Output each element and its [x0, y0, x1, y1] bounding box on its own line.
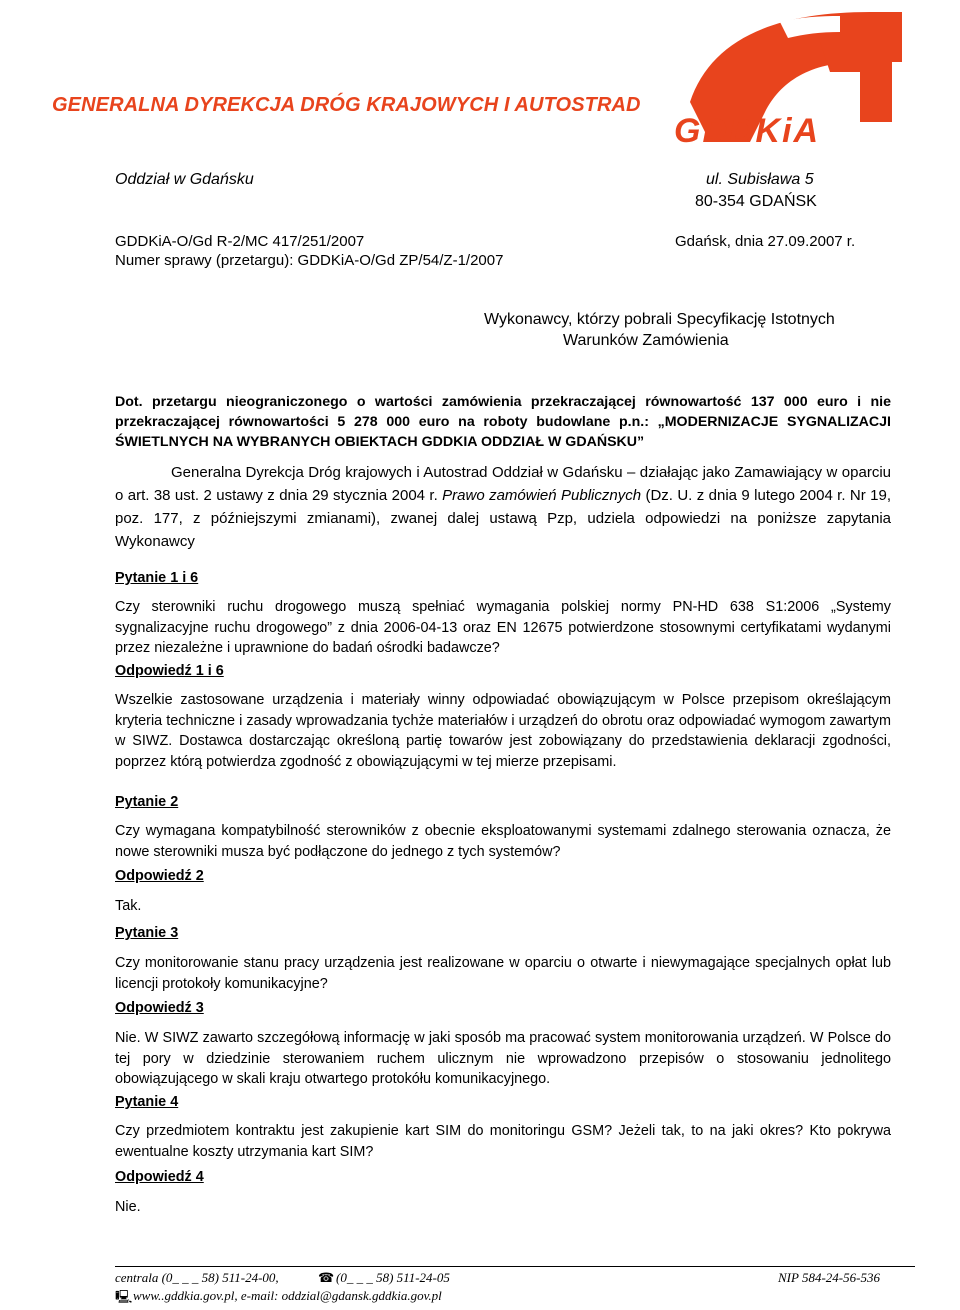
question-1-text: Czy sterowniki ruchu drogowego muszą spełniać wymagania polskiej normy PN-HD 638 S1:2006 „Systemy sygnalizacyjne ruchu drogowego” z dnia 2006-04-13 oraz EN 12675 potwierdzone stosownymi certyfikatami wydanymi przez niezależne i uprawnione do badań ośrodki badawcze?	[115, 599, 891, 656]
footer-nip: NIP 584-24-56-536	[778, 1270, 880, 1285]
address-street: ul. Subisława 5	[706, 171, 814, 188]
phone-icon: ☎	[318, 1270, 335, 1285]
branch-name: Oddział w Gdańsku	[115, 171, 254, 188]
logo-wordmark: GDDKiA	[674, 112, 821, 150]
answer-4-heading: Odpowiedź 4	[115, 1169, 204, 1185]
reference-number: GDDKiA-O/Gd R-2/MC 417/251/2007	[115, 233, 365, 250]
footer-phone: centrala (0_ _ _ 58) 511-24-00,	[115, 1270, 279, 1285]
intro-paragraph	[115, 461, 891, 553]
question-2-text: Czy wymagana kompatybilność sterowników z obecnie eksploatowanymi systemami zdalnego sterowania oznacza, że nowe sterowniki musza być podłączone do jednego z tych systemów?	[115, 823, 891, 860]
intro-part-1: Generalna Dyrekcja Dróg krajowych i Autostrad Oddział w Gdańsku – działając jako Zamawiający w oparciu o art. 38 ust. 2 ustawy z dnia 29 stycznia 2004 r.	[115, 464, 891, 504]
answer-1-text: Wszelkie zastosowane urządzenia i materiały winny odpowiadać obowiązującym w Polsce przepisom określającym kryteria techniczne i zasady wprowadzania tychże materiałów i urządzeń do obrotu oraz odpowiadać wymogom zawartym w SIWZ. Dostawca dostarczając określoną partię towarów jest zobowiązany do przedstawienia deklaracji zgodności, poprzez którą potwierdza zgodność z obowiązującymi w tej mierze przepisami.	[115, 692, 891, 770]
recipient-line-1: Wykonawcy, którzy pobrali Specyfikację Istotnych	[484, 311, 835, 328]
question-4-text: Czy przedmiotem kontraktu jest zakupienie kart SIM do monitoringu GSM? Jeżeli tak, to na jaki okres? Kto pokrywa ewentualne koszty utrzymania kart SIM?	[115, 1123, 891, 1160]
question-1-heading: Pytanie 1 i 6	[115, 570, 199, 586]
letter-date: Gdańsk, dnia 27.09.2007 r.	[675, 233, 856, 250]
question-4-heading: Pytanie 4	[115, 1094, 179, 1110]
organization-title: GENERALNA DYREKCJA DRÓG KRAJOWYCH I AUTOSTRAD	[52, 94, 641, 116]
footer-web: www..gddkia.gov.pl, e-mail: oddzial@gdansk.gddkia.gov.pl	[133, 1288, 442, 1303]
question-2-heading: Pytanie 2	[115, 794, 179, 810]
recipient-line-2: Warunków Zamówienia	[563, 332, 729, 349]
computer-icon: 🖳	[115, 1289, 133, 1304]
answer-4-text: Nie.	[115, 1199, 141, 1215]
answer-1-heading: Odpowiedź 1 i 6	[115, 663, 224, 679]
law-name: Prawo zamówień Publicznych	[442, 487, 642, 504]
subject: Dot. przetargu nieograniczonego o wartości zamówienia przekraczającej równowartość 137 000 euro i nie przekraczającej równowartości 5 278 000 euro na roboty budowlane p.n.: „MODERNIZACJE SYGNALIZACJI ŚWIETLNYCH NA WYBRANYCH OBIEKTACH GDDKIA ODDZIAŁ W GDAŃSKU”	[115, 394, 891, 450]
footer-fax: (0_ _ _ 58) 511-24-05	[336, 1270, 450, 1285]
case-number: Numer sprawy (przetargu): GDDKiA-O/Gd ZP/54/Z-1/2007	[115, 252, 504, 269]
answer-2-text: Tak.	[115, 898, 142, 914]
footer-divider	[115, 1266, 915, 1267]
answer-2-heading: Odpowiedź 2	[115, 868, 204, 884]
answer-3-text: Nie. W SIWZ zawarto szczegółową informację w jaki sposób ma pracować system monitorowania urządzeń. W Polsce do tej pory w dziedzinie sterowaniem ruchem ulicznym nie wprowadzono przepisów o stosowaniu jednolitego obowiązującego w skali kraju otwartego protokółu komunikacyjnego.	[115, 1030, 891, 1087]
intro-part-2: (Dz. U. z dnia 9 lutego 2004 r. Nr 19, poz. 177, z późniejszymi zmianami), zwanej dalej ustawą Pzp, udziela odpowiedzi na poniższe zapytania Wykonawcy	[115, 487, 892, 550]
question-3-heading: Pytanie 3	[115, 925, 179, 941]
question-3-text: Czy monitorowanie stanu pracy urządzenia jest realizowane w oparciu o otwarte i niewymagające specjalnych opłat lub licencji protokoły komunikacyjne?	[115, 955, 891, 992]
answer-3-heading: Odpowiedź 3	[115, 1000, 204, 1016]
address-city: 80-354 GDAŃSK	[695, 193, 817, 210]
